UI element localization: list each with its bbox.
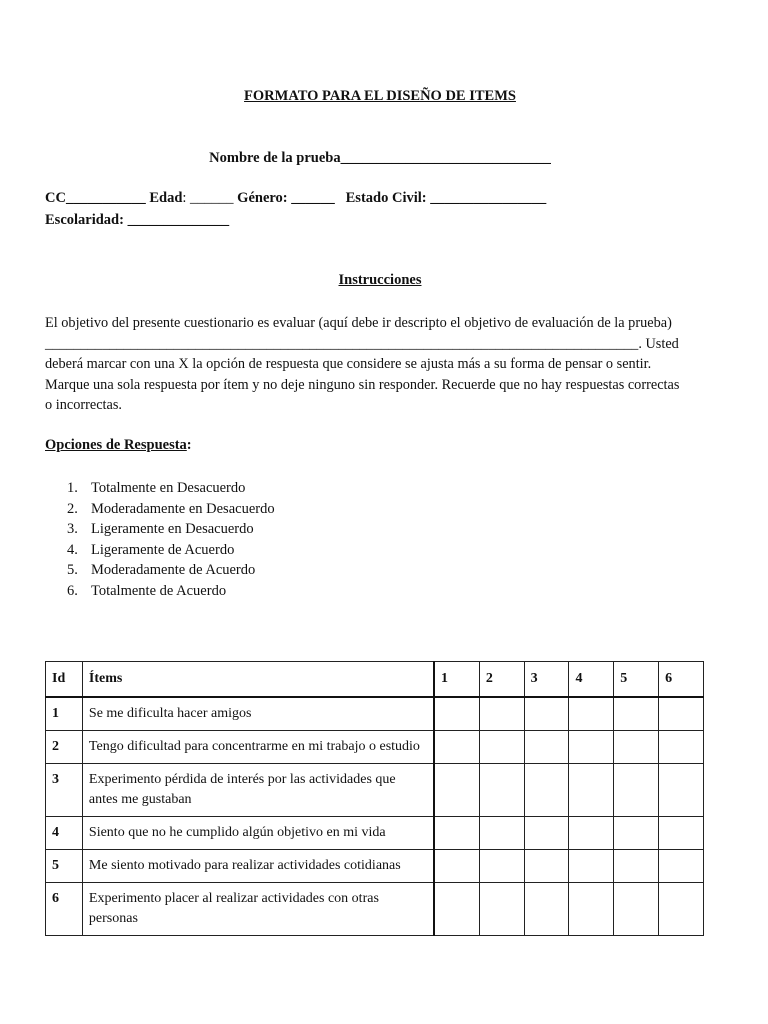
header-scale-2: 2 <box>479 662 524 698</box>
row-item: Tengo dificultad para concentrarme en mi trabajo o estudio <box>82 731 434 764</box>
table-row <box>46 697 704 731</box>
row-item: Siento que no he cumplido algún objetivo en mi vida <box>82 817 434 850</box>
table-header-row <box>46 662 704 698</box>
answer-cell-4[interactable] <box>569 764 614 817</box>
table-row <box>46 817 704 850</box>
header-scale-4: 4 <box>569 662 614 698</box>
table-row <box>46 850 704 883</box>
instructions-line: Marque una sola respuesta por ítem y no deje ninguno sin responder. Recuerde que no hay respuestas correctas <box>45 376 680 393</box>
answer-cell-6[interactable] <box>659 764 704 817</box>
answer-cell-2[interactable] <box>479 697 524 731</box>
answer-cell-1[interactable] <box>434 697 479 731</box>
answer-cell-5[interactable] <box>614 883 659 936</box>
answer-cell-1[interactable] <box>434 731 479 764</box>
answer-cell-2[interactable] <box>479 850 524 883</box>
header-scale-3: 3 <box>524 662 569 698</box>
row-id: 2 <box>46 731 83 764</box>
answer-cell-3[interactable] <box>524 697 569 731</box>
row-id: 1 <box>46 697 83 731</box>
answer-cell-5[interactable] <box>614 731 659 764</box>
answer-cell-2[interactable] <box>479 817 524 850</box>
answer-cell-2[interactable] <box>479 764 524 817</box>
items-table <box>45 661 704 936</box>
answer-cell-5[interactable] <box>614 817 659 850</box>
instructions-line: ___________________________________________________________________________________. Usted <box>45 335 679 352</box>
response-option: 6. Totalmente de Acuerdo <box>67 582 227 599</box>
row-id: 5 <box>46 850 83 883</box>
answer-cell-2[interactable] <box>479 731 524 764</box>
answer-cell-4[interactable] <box>569 883 614 936</box>
personal-data-row <box>45 190 546 207</box>
answer-cell-5[interactable] <box>614 697 659 731</box>
header-items: Ítems <box>82 662 434 698</box>
row-item: Experimento placer al realizar actividades con otras personas <box>82 883 434 936</box>
answer-cell-4[interactable] <box>569 817 614 850</box>
header-id: Id <box>46 662 83 698</box>
answer-cell-4[interactable] <box>569 850 614 883</box>
answer-cell-4[interactable] <box>569 731 614 764</box>
options-title: Opciones de Respuesta: <box>45 437 192 453</box>
instructions-text <box>45 313 717 416</box>
answer-cell-3[interactable] <box>524 883 569 936</box>
answer-cell-5[interactable] <box>614 850 659 883</box>
response-option: 4. Ligeramente de Acuerdo <box>67 541 235 558</box>
test-name-field: Nombre de la prueba_____________________________ <box>209 150 551 166</box>
answer-cell-1[interactable] <box>434 850 479 883</box>
answer-cell-6[interactable] <box>659 697 704 731</box>
answer-cell-1[interactable] <box>434 764 479 817</box>
answer-cell-6[interactable] <box>659 850 704 883</box>
edad-blank: : ______ <box>182 190 238 206</box>
answer-cell-6[interactable] <box>659 817 704 850</box>
answer-cell-4[interactable] <box>569 697 614 731</box>
cc-field: CC___________ <box>45 190 146 206</box>
answer-cell-3[interactable] <box>524 817 569 850</box>
row-item: Experimento pérdida de interés por las actividades que antes me gustaban <box>82 764 434 817</box>
estado-civil-field: Estado Civil: ________________ <box>345 190 547 206</box>
instructions-title: Instrucciones <box>338 272 422 288</box>
response-options-list <box>67 478 275 602</box>
instructions-line: o incorrectas. <box>45 397 123 413</box>
response-option: 2. Moderadamente en Desacuerdo <box>67 500 275 517</box>
table-row <box>46 883 704 936</box>
row-item: Me siento motivado para realizar actividades cotidianas <box>82 850 434 883</box>
answer-cell-1[interactable] <box>434 817 479 850</box>
genero-field: Género: ______ <box>237 190 346 206</box>
response-option: 1. Totalmente en Desacuerdo <box>67 480 246 496</box>
response-option: 3. Ligeramente en Desacuerdo <box>67 521 254 538</box>
answer-cell-3[interactable] <box>524 764 569 817</box>
row-id: 3 <box>46 764 83 817</box>
table-row <box>46 764 704 817</box>
edad-label: Edad <box>145 190 183 206</box>
response-option: 5. Moderadamente de Acuerdo <box>67 562 256 579</box>
document-title: FORMATO PARA EL DISEÑO DE ITEMS <box>244 88 516 104</box>
header-scale-6: 6 <box>659 662 704 698</box>
row-id: 4 <box>46 817 83 850</box>
instructions-line: El objetivo del presente cuestionario es evaluar (aquí debe ir descripto el objetivo de evaluación de la prueba) <box>45 315 672 331</box>
header-scale-5: 5 <box>614 662 659 698</box>
answer-cell-2[interactable] <box>479 883 524 936</box>
answer-cell-6[interactable] <box>659 731 704 764</box>
table-row <box>46 731 704 764</box>
row-id: 6 <box>46 883 83 936</box>
answer-cell-3[interactable] <box>524 731 569 764</box>
answer-cell-3[interactable] <box>524 850 569 883</box>
instructions-line: deberá marcar con una X la opción de respuesta que considere se ajusta más a su forma de pensar o sentir. <box>45 356 652 372</box>
answer-cell-1[interactable] <box>434 883 479 936</box>
escolaridad-field: Escolaridad: ______________ <box>45 212 230 228</box>
answer-cell-5[interactable] <box>614 764 659 817</box>
answer-cell-6[interactable] <box>659 883 704 936</box>
row-item: Se me dificulta hacer amigos <box>82 697 434 731</box>
header-scale-1: 1 <box>434 662 479 698</box>
